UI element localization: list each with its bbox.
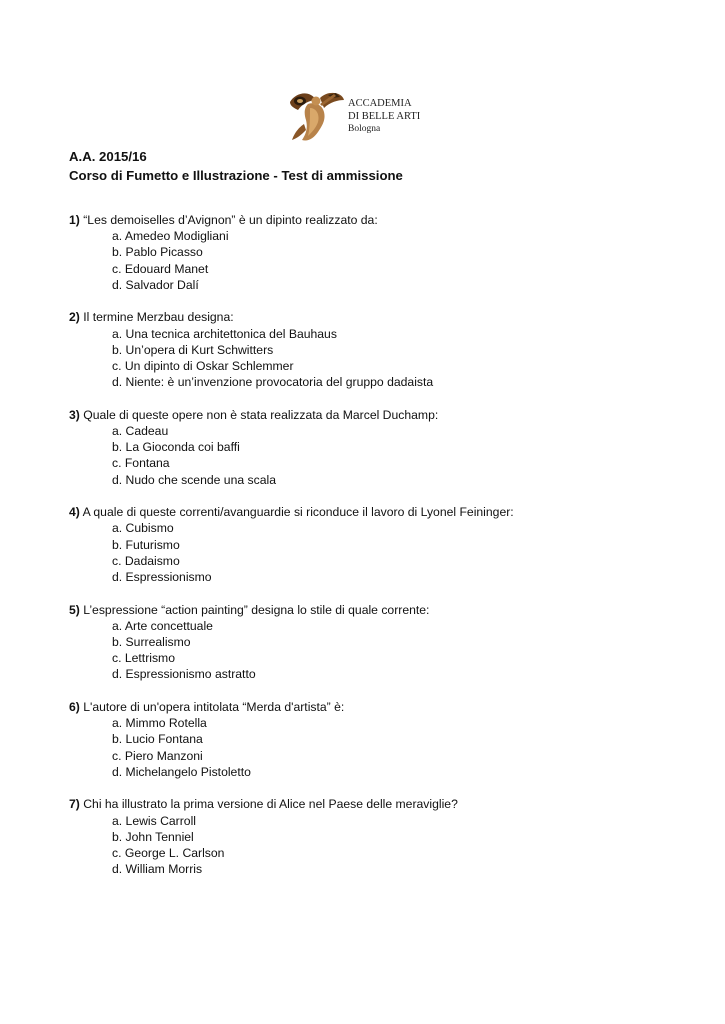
question-prompt: “Les demoiselles d’Avignon” è un dipinto realizzato da: [83,213,378,227]
question-text [69,309,709,325]
question-5 [69,602,709,683]
question-3 [69,407,709,488]
answer-option: c. George L. Carlson [112,846,225,861]
answer-option: d. Nudo che scende una scala [112,472,276,487]
question-7 [69,796,709,877]
question-prompt: Quale di queste opere non è stata realizzata da Marcel Duchamp: [83,407,439,422]
question-6 [69,699,709,780]
question-number: 4) [69,505,80,520]
academy-logo [284,84,444,148]
answer-option: b. Lucio Fontana [112,732,203,747]
question-2 [69,309,709,390]
document-title: Corso di Fumetto e Illustrazione - Test di ammissione [69,168,403,183]
question-text [69,212,709,228]
question-list [69,212,709,894]
logo-text [348,98,420,136]
answer-option: a. Una tecnica architettonica del Bauhaus [112,326,337,341]
answer-option: c. Un dipinto di Oskar Schlemmer [112,359,294,374]
question-text [69,602,709,618]
answer-option: d. Niente: è un’invenzione provocatoria del gruppo dadaista [112,375,434,390]
question-text [69,504,709,520]
answer-option: a. Arte concettuale [112,618,213,633]
question-number: 3) [69,407,80,422]
question-text [69,407,709,423]
question-prompt: A quale di queste correnti/avanguardie si riconduce il lavoro di Lyonel Feininger: [82,505,514,520]
answer-option: c. Piero Manzoni [112,748,203,763]
winged-victory-statue-icon [284,84,348,146]
academic-year: A.A. 2015/16 [69,149,147,164]
answer-option: b. Futurismo [112,537,180,552]
answer-option: b. Pablo Picasso [112,245,203,260]
answer-option: a. Mimmo Rotella [112,716,207,731]
document-heading [69,147,403,185]
logo-line-3: Bologna [348,124,381,134]
answer-option: a. Lewis Carroll [112,813,196,828]
question-number: 5) [69,602,80,617]
answer-option: a. Amedeo Modigliani [112,229,229,244]
question-prompt: Chi ha illustrato la prima versione di Alice nel Paese delle meraviglie? [83,797,458,812]
question-prompt: L’espressione “action painting” designa lo stile di quale corrente: [83,602,430,617]
answer-option: b. La Gioconda coi baffi [112,440,240,455]
logo-line-1: ACCADEMIA [348,98,412,109]
question-number: 1) [69,213,80,227]
answer-option: d. Espressionismo [112,570,212,585]
answer-option: c. Fontana [112,456,170,471]
question-text [69,796,709,812]
answer-option: d. William Morris [112,862,203,877]
question-prompt: L'autore di un'opera intitolata “Merda d'artista” è: [83,700,345,715]
answer-option: a. Cubismo [112,521,174,536]
answer-option: d. Salvador Dalí [112,277,199,292]
answer-option: b. Un’opera di Kurt Schwitters [112,342,274,357]
answer-option: d. Espressionismo astratto [112,667,256,682]
answer-option: a. Cadeau [112,424,169,439]
answer-option: c. Dadaismo [112,553,180,568]
answer-option: b. John Tenniel [112,829,194,844]
question-number: 6) [69,700,80,715]
answer-option: d. Michelangelo Pistoletto [112,764,251,779]
question-4 [69,504,709,585]
question-prompt: Il termine Merzbau designa: [83,310,234,325]
answer-option: b. Surrealismo [112,635,191,650]
question-text [69,699,709,715]
question-number: 7) [69,797,80,812]
question-number: 2) [69,310,80,325]
answer-option: c. Lettrismo [112,651,175,666]
question-1 [69,212,709,293]
answer-option: c. Edouard Manet [112,261,209,276]
logo-line-2: DI BELLE ARTI [348,110,421,122]
